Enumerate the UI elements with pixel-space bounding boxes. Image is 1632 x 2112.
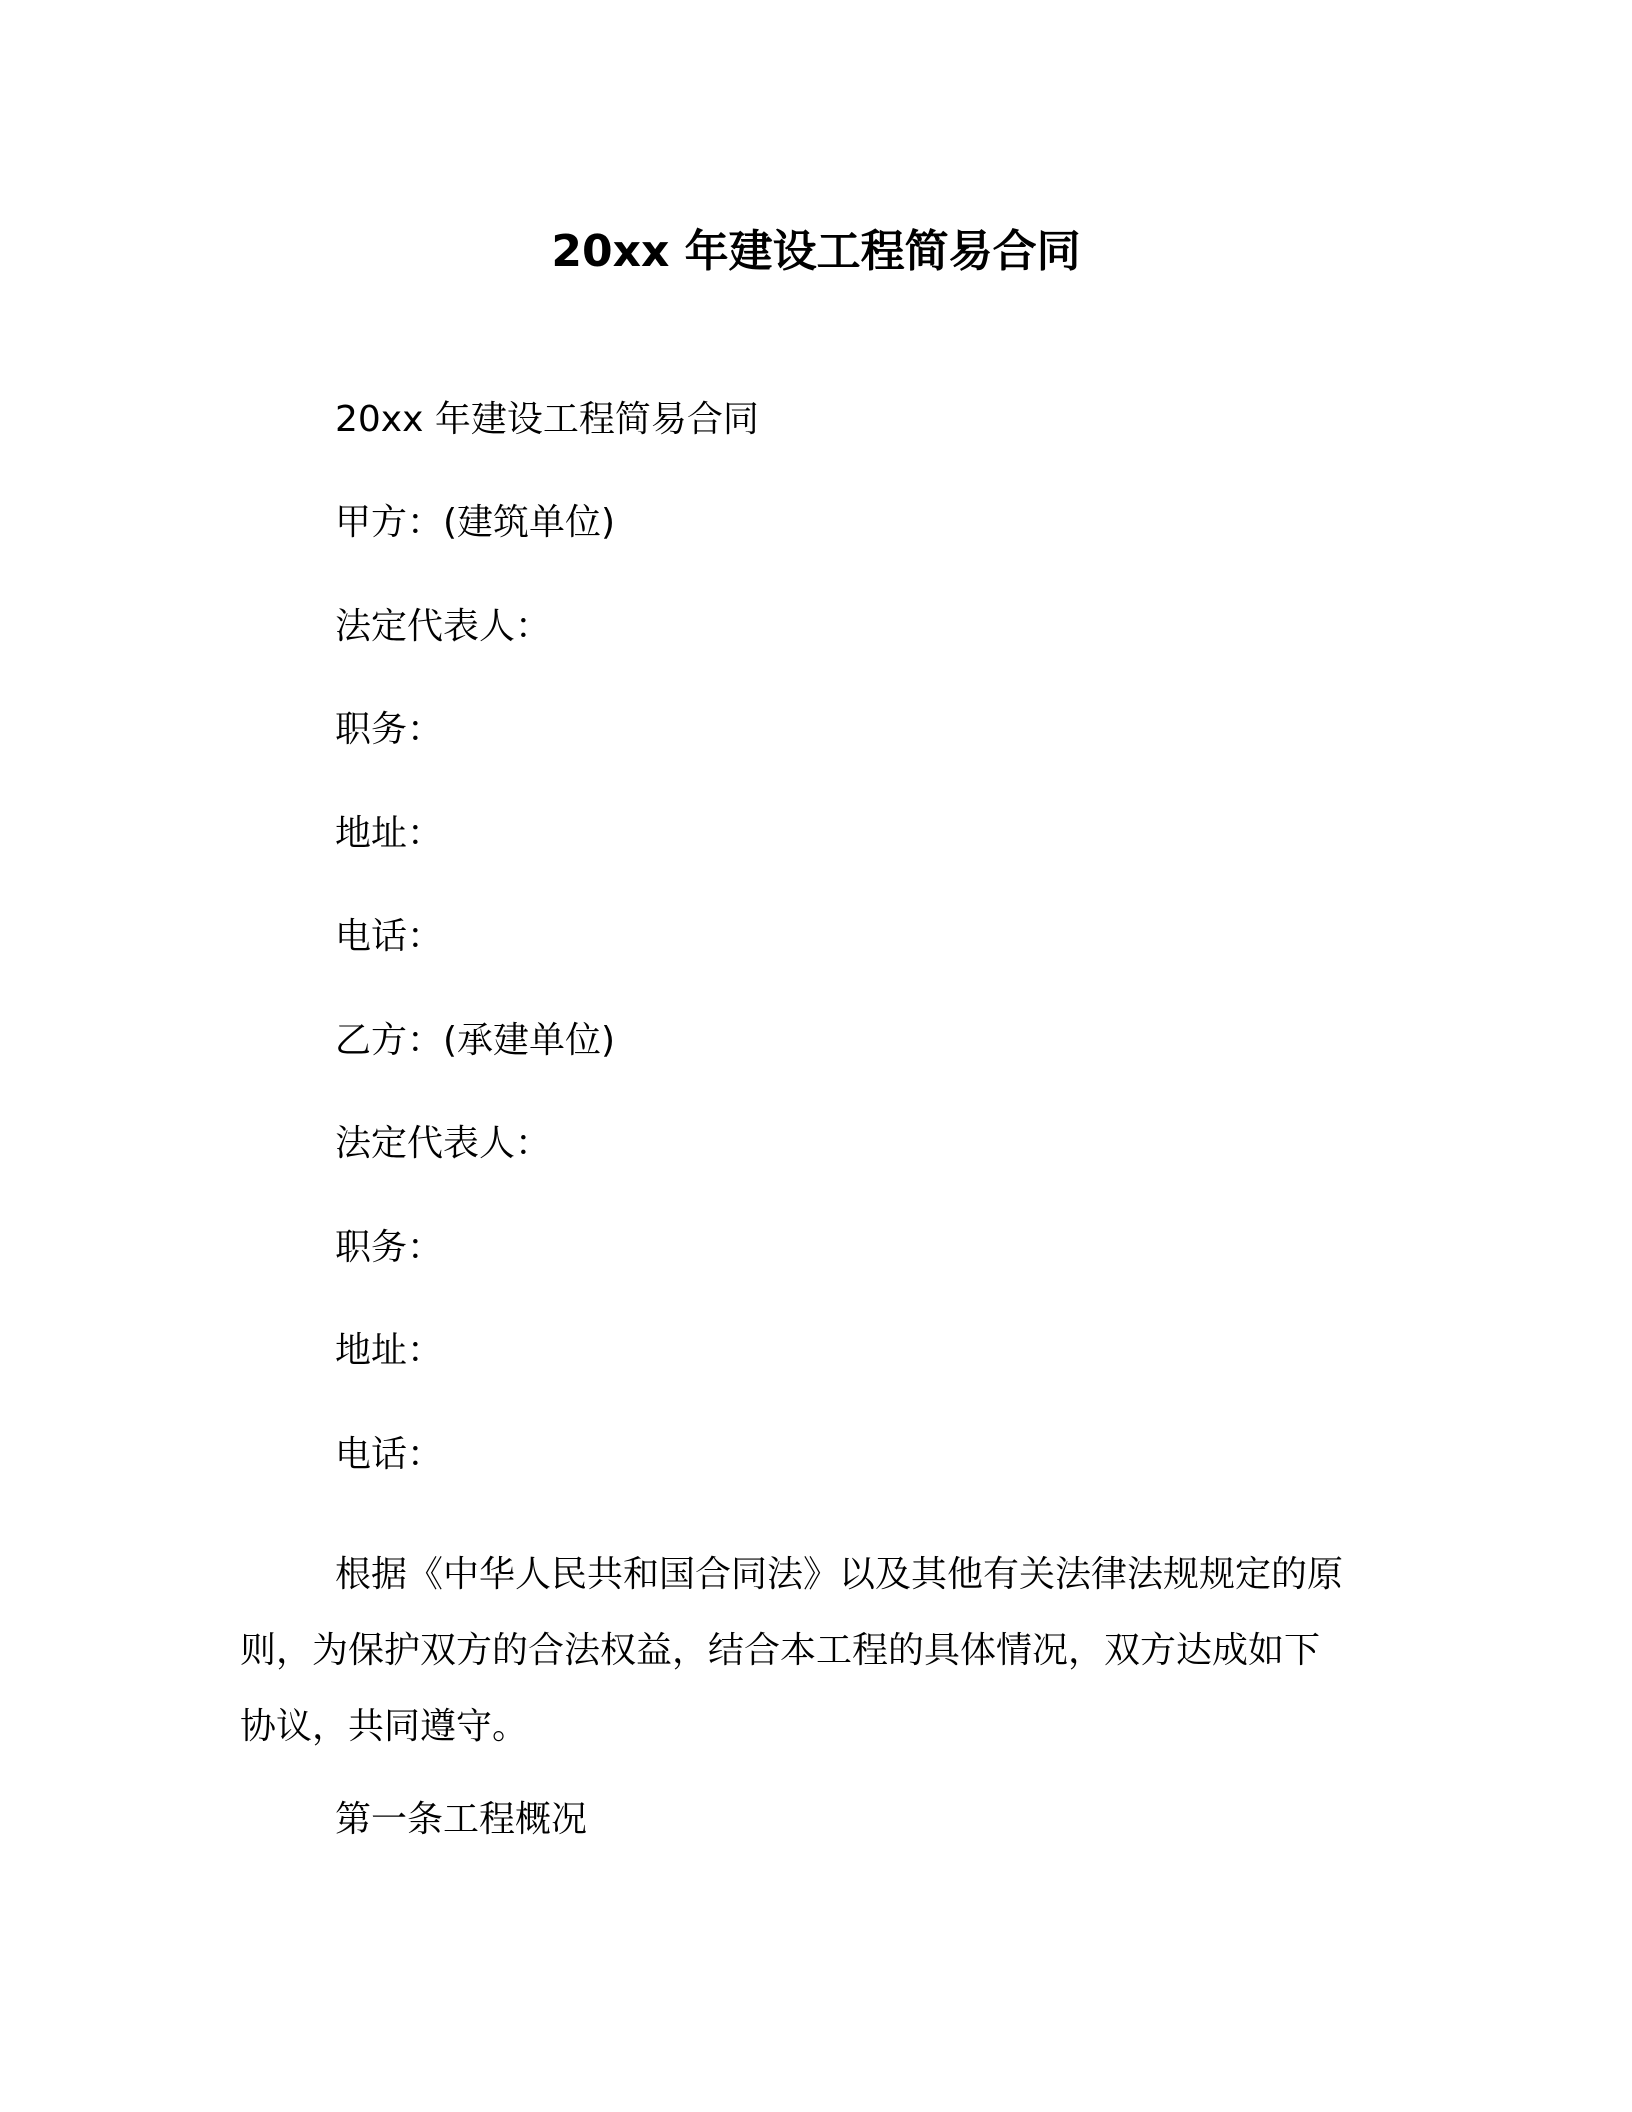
preamble-paragraph xyxy=(240,1537,1380,1765)
party-a-phone: 电话： xyxy=(335,916,444,957)
party-b-position: 职务： xyxy=(335,1227,444,1268)
party-b-representative: 法定代表人： xyxy=(335,1123,552,1164)
preamble-line-1: 根据《中华人民共和国合同法》以及其他有关法律法规规定的原 xyxy=(335,1554,1344,1595)
preamble-line-3: 协议，共同遵守。 xyxy=(240,1706,529,1747)
party-a-line: 甲方：(建筑单位) xyxy=(335,502,616,543)
party-a-position: 职务： xyxy=(335,709,444,750)
party-a-representative: 法定代表人： xyxy=(335,606,552,647)
party-a-address: 地址： xyxy=(335,813,444,854)
preamble-line-2: 则，为保护双方的合法权益，结合本工程的具体情况，双方达成如下 xyxy=(240,1630,1321,1671)
party-b-address: 地址： xyxy=(335,1330,444,1371)
document-title: 20xx 年建设工程简易合同 xyxy=(551,226,1081,277)
party-b-phone: 电话： xyxy=(335,1434,444,1475)
party-b-line: 乙方：(承建单位) xyxy=(335,1020,616,1061)
section-heading: 第一条工程概况 xyxy=(335,1799,588,1840)
subtitle-line: 20xx 年建设工程简易合同 xyxy=(335,399,759,440)
